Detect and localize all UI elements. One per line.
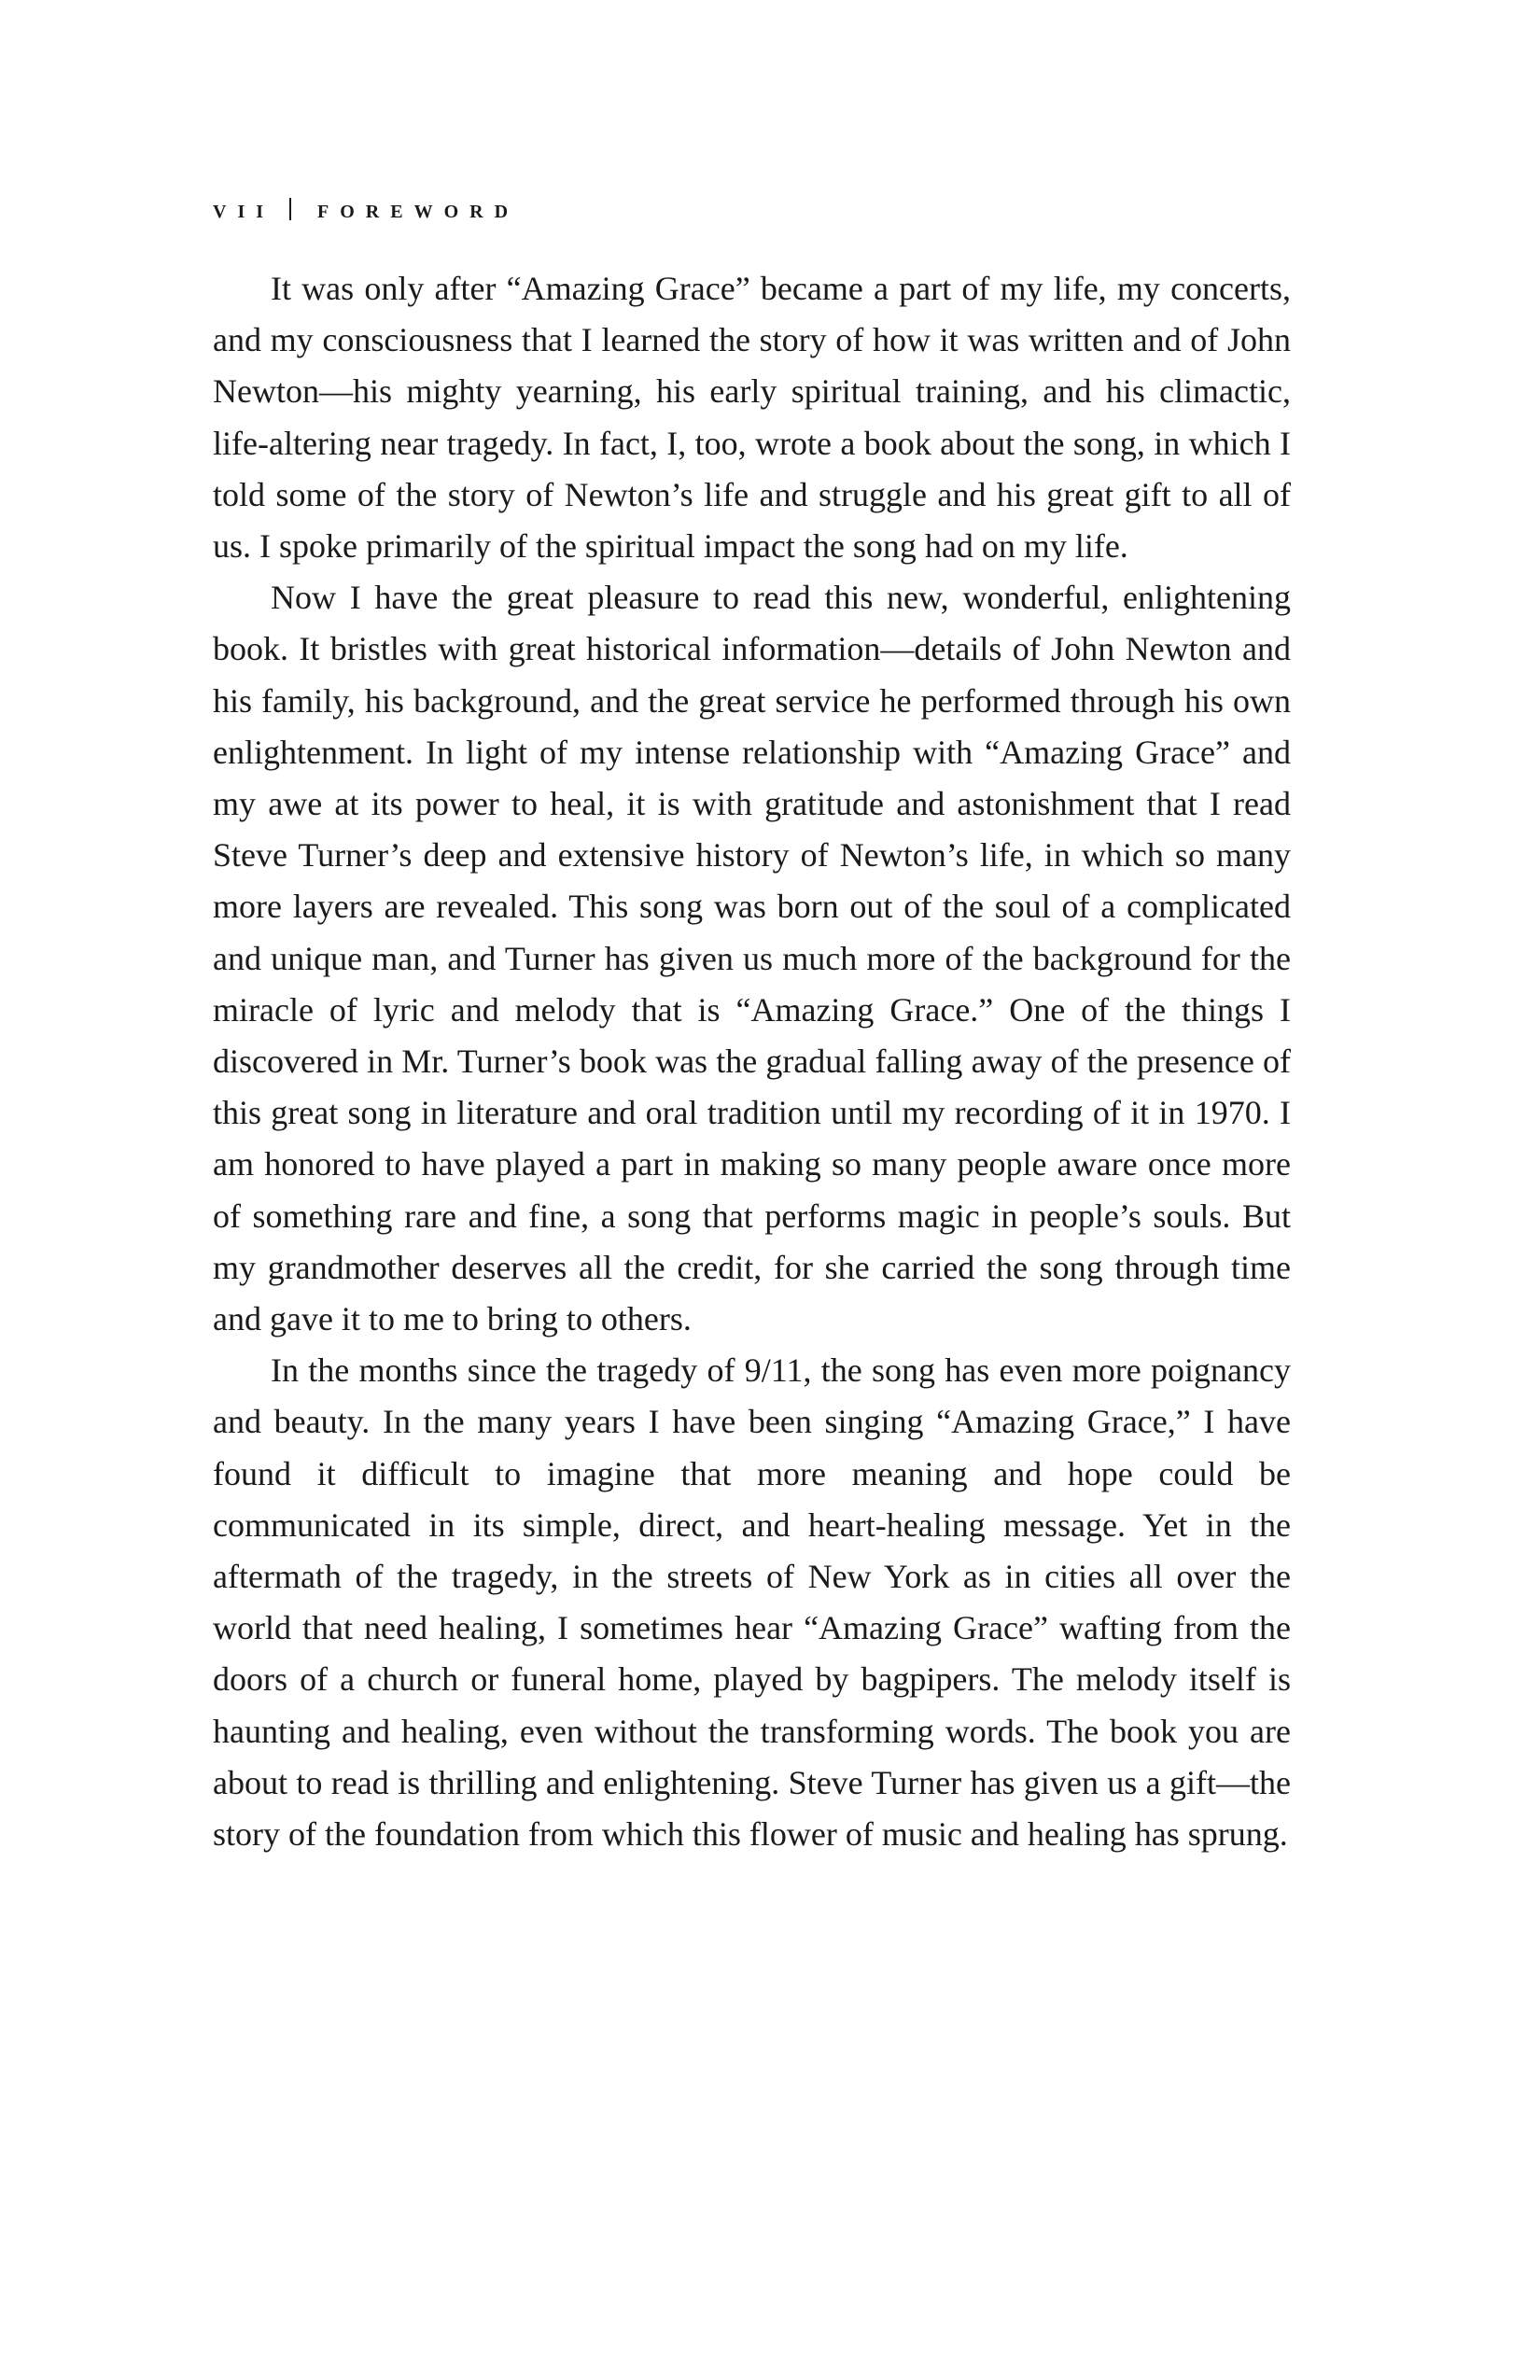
paragraph: It was only after “Amazing Grace” became a part of my life, my concerts, and my consciousness that I learned the story of how it was written and of John Newton—his mighty yearning, his early spiritual training, and his climactic, life-altering near tragedy. In fact, I, too, wrote a book about the song, in which I told some of the story of Newton’s life and struggle and his great gift to all of us. I spoke primarily of the spiritual impact the song had on my life. bbox=[213, 270, 1291, 566]
header-divider bbox=[289, 198, 291, 220]
running-head bbox=[213, 198, 519, 223]
paragraph: In the months since the tragedy of 9/11, the song has even more poignancy and beauty. In the many years I have been singing “Amazing Grace,” I have found it difficult to imagine that more meaning and hope could be communicated in its simple, direct, and heart-healing message. Yet in the aftermath of the tragedy, in the streets of New York as in cities all over the world that need healing, I sometimes hear “Amazing Grace” wafting from the doors of a church or funeral home, played by bagpipers. The melody itself is haunting and healing, even without the transforming words. The book you are about to read is thrilling and enlightening. Steve Turner has given us a gift—the story of the foundation from which this flower of music and healing has sprung. bbox=[213, 1351, 1291, 1854]
section-title: FOREWORD bbox=[317, 202, 520, 222]
foreword-body bbox=[213, 263, 1291, 1860]
page-number: VII bbox=[213, 202, 275, 222]
paragraph: Now I have the great pleasure to read this new, wonderful, enlightening book. It bristles with great historical information—details of John Newton and his family, his background, and the great service he performed through his own enlightenment. In light of my intense relationship with “Amazing Grace” and my awe at its power to heal, it is with gratitude and astonishment that I read Steve Turner’s deep and extensive history of Newton’s life, in which so many more layers are revealed. This song was born out of the soul of a complicated and unique man, and Turner has given us much more of the background for the miracle of lyric and melody that is “Amazing Grace.” One of the things I discovered in Mr. Turner’s book was the gradual falling away of the presence of this great song in literature and oral tradition until my recording of it in 1970. I am honored to have played a part in making so many people aware once more of something rare and fine, a song that performs magic in people’s souls. But my grandmother deserves all the credit, for she carried the song through time and gave it to me to bring to others. bbox=[213, 579, 1291, 1338]
